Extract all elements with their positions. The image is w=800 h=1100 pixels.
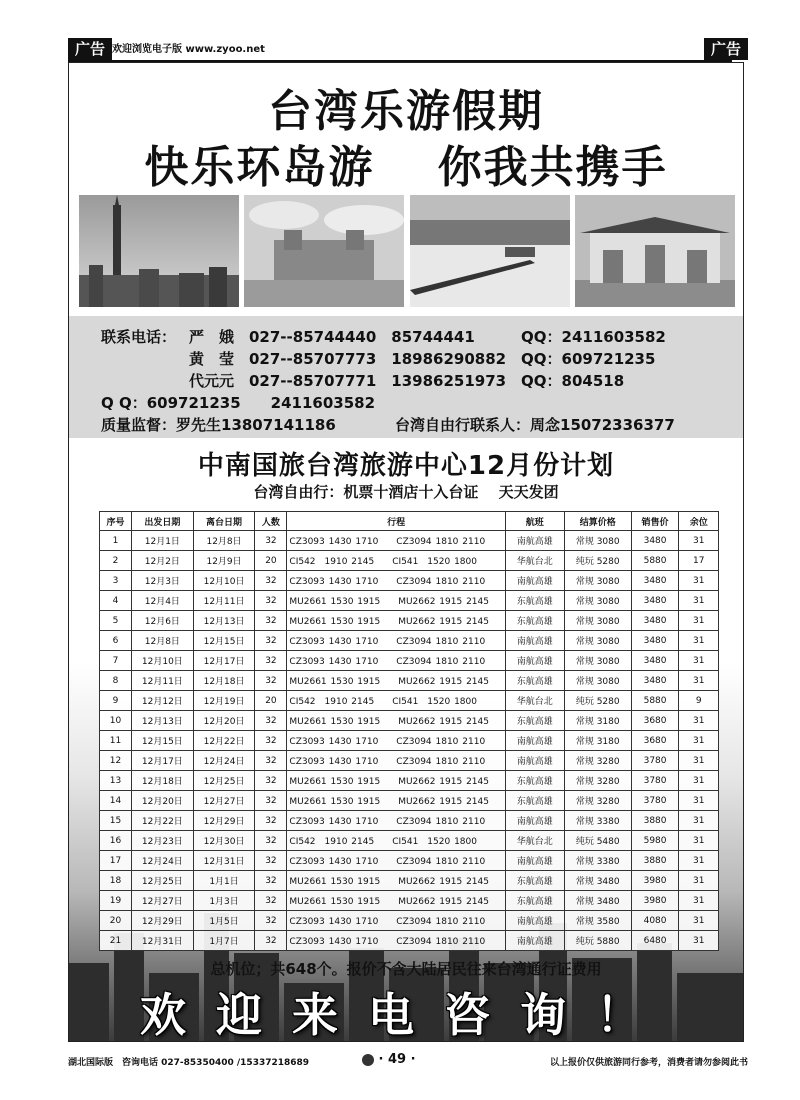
- table-cell: CZ3093 1430 1710 CZ3094 1810 2110: [287, 811, 505, 831]
- table-cell: 32: [255, 771, 287, 791]
- table-cell: 南航高雄: [505, 751, 564, 771]
- table-cell: 12月19日: [193, 691, 255, 711]
- table-cell: 21: [100, 931, 132, 951]
- table-cell: MU2661 1530 1915 MU2662 1915 2145: [287, 871, 505, 891]
- table-cell: 31: [679, 631, 719, 651]
- table-cell: 12月25日: [131, 871, 193, 891]
- table-row: [100, 871, 719, 891]
- table-cell: 3: [100, 571, 132, 591]
- table-cell: 12月13日: [131, 711, 193, 731]
- column-header: 序号: [100, 512, 132, 531]
- table-cell: 南航高雄: [505, 651, 564, 671]
- table-cell: 5880: [631, 551, 679, 571]
- table-cell: 常规 3080: [564, 591, 631, 611]
- table-cell: 31: [679, 611, 719, 631]
- ad-label-left: 广告: [68, 38, 112, 60]
- table-cell: 12月4日: [131, 591, 193, 611]
- table-cell: 6480: [631, 931, 679, 951]
- table-cell: 32: [255, 631, 287, 651]
- table-cell: 12: [100, 751, 132, 771]
- table-cell: 1月1日: [193, 871, 255, 891]
- table-cell: 12月27日: [131, 891, 193, 911]
- table-row: [100, 711, 719, 731]
- table-cell: CZ3093 1430 1710 CZ3094 1810 2110: [287, 751, 505, 771]
- table-row: [100, 691, 719, 711]
- table-row: [100, 571, 719, 591]
- seats-note: 总机位；共648个。报价不含大陆居民往来台湾通行证费用: [210, 960, 602, 978]
- table-cell: 常规 3080: [564, 631, 631, 651]
- table-cell: 31: [679, 871, 719, 891]
- table-cell: 常规 3080: [564, 651, 631, 671]
- table-cell: MU2661 1530 1915 MU2662 1915 2145: [287, 771, 505, 791]
- table-cell: 常规 3080: [564, 531, 631, 551]
- table-row: [100, 851, 719, 871]
- table-cell: 32: [255, 931, 287, 951]
- column-header: 人数: [255, 512, 287, 531]
- table-cell: 31: [679, 911, 719, 931]
- table-cell: 12月3日: [131, 571, 193, 591]
- table-cell: MU2661 1530 1915 MU2662 1915 2145: [287, 611, 505, 631]
- table-cell: CI542 1910 2145 CI541 1520 1800: [287, 831, 505, 851]
- table-cell: 11: [100, 731, 132, 751]
- table-cell: 3480: [631, 571, 679, 591]
- table-cell: 12月11日: [193, 591, 255, 611]
- table-row: [100, 911, 719, 931]
- photo-taipei-101: [79, 195, 239, 307]
- table-cell: 1月5日: [193, 911, 255, 931]
- table-row: [100, 591, 719, 611]
- photo-memorial-gate: [575, 195, 735, 307]
- table-cell: 纯玩 5880: [564, 931, 631, 951]
- table-cell: 12月27日: [193, 791, 255, 811]
- table-cell: 12月31日: [193, 851, 255, 871]
- table-cell: CZ3093 1430 1710 CZ3094 1810 2110: [287, 851, 505, 871]
- table-cell: 3680: [631, 731, 679, 751]
- table-cell: 12月12日: [131, 691, 193, 711]
- table-row: [100, 771, 719, 791]
- table-cell: CZ3093 1430 1710 CZ3094 1810 2110: [287, 571, 505, 591]
- table-cell: 12月17日: [193, 651, 255, 671]
- table-cell: 16: [100, 831, 132, 851]
- table-cell: 纯玩 5480: [564, 831, 631, 851]
- table-cell: 3780: [631, 751, 679, 771]
- table-cell: 12月30日: [193, 831, 255, 851]
- table-cell: 32: [255, 731, 287, 751]
- table-cell: 2: [100, 551, 132, 571]
- table-cell: 常规 3380: [564, 851, 631, 871]
- table-cell: 南航高雄: [505, 631, 564, 651]
- table-cell: 12月13日: [193, 611, 255, 631]
- table-cell: 3480: [631, 611, 679, 631]
- column-header: 航班: [505, 512, 564, 531]
- table-cell: 4080: [631, 911, 679, 931]
- column-header: 行程: [287, 512, 505, 531]
- plan-title: 中南国旅台湾旅游中心12月份计划: [197, 451, 615, 481]
- table-cell: 3480: [631, 631, 679, 651]
- table-cell: 6: [100, 631, 132, 651]
- table-cell: 常规 3380: [564, 811, 631, 831]
- table-cell: 常规 3180: [564, 731, 631, 751]
- table-cell: 3680: [631, 711, 679, 731]
- photo-fort-building: [244, 195, 404, 307]
- table-cell: 12月11日: [131, 671, 193, 691]
- table-cell: 4: [100, 591, 132, 611]
- table-cell: 31: [679, 671, 719, 691]
- footer-right: 以上报价仅供旅游同行参考，消费者请勿参阅此书: [549, 1058, 748, 1068]
- column-header: 离台日期: [193, 512, 255, 531]
- table-cell: 31: [679, 791, 719, 811]
- table-cell: 18: [100, 871, 132, 891]
- photo-harbor: [410, 195, 570, 307]
- footer-left: 湖北国际版 咨询电话 027-85350400 /15337218689: [68, 1058, 310, 1068]
- column-header: 结算价格: [564, 512, 631, 531]
- table-cell: 12月23日: [131, 831, 193, 851]
- contact-label: 联系电话：: [101, 328, 177, 346]
- table-cell: 12月22日: [193, 731, 255, 751]
- table-cell: 1月7日: [193, 931, 255, 951]
- table-cell: 32: [255, 711, 287, 731]
- table-cell: 32: [255, 571, 287, 591]
- table-cell: 3480: [631, 591, 679, 611]
- table-cell: 常规 3280: [564, 791, 631, 811]
- contact-qq-2: QQ：609721235: [521, 350, 656, 368]
- table-row: [100, 551, 719, 571]
- table-cell: MU2661 1530 1915 MU2662 1915 2145: [287, 671, 505, 691]
- table-cell: 12月2日: [131, 551, 193, 571]
- table-cell: 15: [100, 811, 132, 831]
- table-cell: 东航高雄: [505, 591, 564, 611]
- table-cell: 常规 3580: [564, 911, 631, 931]
- table-cell: 17: [679, 551, 719, 571]
- table-cell: 8: [100, 671, 132, 691]
- table-cell: 31: [679, 751, 719, 771]
- table-cell: 12月8日: [193, 531, 255, 551]
- table-cell: 华航台北: [505, 551, 564, 571]
- main-title-line2: 快乐环岛游 你我共携手: [144, 142, 668, 193]
- contact-qq-general: Q Q：609721235 2411603582: [101, 394, 376, 412]
- table-cell: 32: [255, 611, 287, 631]
- table-cell: 9: [100, 691, 132, 711]
- table-cell: 32: [255, 531, 287, 551]
- table-cell: CZ3093 1430 1710 CZ3094 1810 2110: [287, 651, 505, 671]
- table-cell: 20: [255, 691, 287, 711]
- table-cell: 12月20日: [193, 711, 255, 731]
- page-number: 49: [388, 1052, 407, 1067]
- table-cell: 东航高雄: [505, 711, 564, 731]
- table-row: [100, 631, 719, 651]
- table-cell: 3780: [631, 791, 679, 811]
- table-row: [100, 811, 719, 831]
- table-cell: CZ3093 1430 1710 CZ3094 1810 2110: [287, 531, 505, 551]
- table-cell: 12月22日: [131, 811, 193, 831]
- table-cell: 12月25日: [193, 771, 255, 791]
- contact-name-2: 黄 莹: [189, 350, 235, 368]
- table-cell: 32: [255, 811, 287, 831]
- contact-phone-2: 027--85707773 18986290882: [249, 350, 507, 368]
- table-cell: 南航高雄: [505, 531, 564, 551]
- table-cell: 常规 3280: [564, 751, 631, 771]
- table-cell: 32: [255, 831, 287, 851]
- table-cell: 华航台北: [505, 691, 564, 711]
- table-cell: 3880: [631, 851, 679, 871]
- table-cell: 17: [100, 851, 132, 871]
- table-cell: 12月29日: [193, 811, 255, 831]
- table-cell: 3780: [631, 771, 679, 791]
- photo-strip: [79, 195, 735, 307]
- plan-subtitle: 台湾自由行：机票十酒店十入台证 天天发团: [253, 483, 559, 501]
- table-cell: 3480: [631, 651, 679, 671]
- main-title-line1: 台湾乐游假期: [268, 86, 544, 137]
- table-cell: 南航高雄: [505, 571, 564, 591]
- table-row: [100, 891, 719, 911]
- table-cell: 南航高雄: [505, 931, 564, 951]
- column-header: 出发日期: [131, 512, 193, 531]
- table-cell: 12月9日: [193, 551, 255, 571]
- table-cell: 12月24日: [131, 851, 193, 871]
- table-cell: 常规 3080: [564, 671, 631, 691]
- table-cell: 纯玩 5280: [564, 691, 631, 711]
- table-cell: 12月10日: [131, 651, 193, 671]
- table-cell: 12月17日: [131, 751, 193, 771]
- column-header: 余位: [679, 512, 719, 531]
- table-cell: 19: [100, 891, 132, 911]
- page-number-block: · 49 ·: [362, 1052, 416, 1067]
- table-cell: 7: [100, 651, 132, 671]
- table-cell: 32: [255, 851, 287, 871]
- table-cell: 31: [679, 711, 719, 731]
- ad-frame: [68, 62, 744, 1042]
- table-cell: CI542 1910 2145 CI541 1520 1800: [287, 551, 505, 571]
- table-cell: 南航高雄: [505, 911, 564, 931]
- table-cell: 南航高雄: [505, 811, 564, 831]
- table-cell: 3880: [631, 811, 679, 831]
- table-cell: 31: [679, 811, 719, 831]
- table-cell: 31: [679, 771, 719, 791]
- table-cell: 常规 3080: [564, 571, 631, 591]
- table-cell: 5: [100, 611, 132, 631]
- table-cell: CZ3093 1430 1710 CZ3094 1810 2110: [287, 911, 505, 931]
- table-cell: 东航高雄: [505, 611, 564, 631]
- table-cell: 5880: [631, 691, 679, 711]
- contact-phone-1: 027--85744440 85744441: [249, 328, 475, 346]
- table-cell: 31: [679, 731, 719, 751]
- table-cell: CZ3093 1430 1710 CZ3094 1810 2110: [287, 931, 505, 951]
- table-cell: 12月29日: [131, 911, 193, 931]
- table-cell: 12月8日: [131, 631, 193, 651]
- table-cell: 南航高雄: [505, 851, 564, 871]
- logo-icon: [362, 1054, 374, 1066]
- table-cell: 32: [255, 891, 287, 911]
- welcome-banner: 欢迎来电咨询！: [140, 988, 672, 1042]
- table-cell: 12月24日: [193, 751, 255, 771]
- table-cell: CI542 1910 2145 CI541 1520 1800: [287, 691, 505, 711]
- table-cell: 常规 3180: [564, 711, 631, 731]
- table-cell: CZ3093 1430 1710 CZ3094 1810 2110: [287, 731, 505, 751]
- table-cell: MU2661 1530 1915 MU2662 1915 2145: [287, 891, 505, 911]
- table-cell: 1: [100, 531, 132, 551]
- table-row: [100, 671, 719, 691]
- column-header: 销售价: [631, 512, 679, 531]
- table-cell: 32: [255, 791, 287, 811]
- table-cell: 5980: [631, 831, 679, 851]
- table-body: [100, 531, 719, 951]
- table-cell: 14: [100, 791, 132, 811]
- table-cell: 常规 3480: [564, 891, 631, 911]
- table-cell: 12月15日: [131, 731, 193, 751]
- table-cell: 31: [679, 531, 719, 551]
- table-cell: 31: [679, 891, 719, 911]
- table-cell: 10: [100, 711, 132, 731]
- table-cell: 20: [100, 911, 132, 931]
- table-cell: 常规 3080: [564, 611, 631, 631]
- table-cell: 31: [679, 931, 719, 951]
- table-header-row: [100, 512, 719, 531]
- ad-label-right: 广告: [704, 38, 748, 60]
- contact-panel: [69, 316, 744, 438]
- table-cell: 3480: [631, 671, 679, 691]
- table-cell: 纯玩 5280: [564, 551, 631, 571]
- table-row: [100, 931, 719, 951]
- contact-qq-3: QQ：804518: [521, 372, 625, 390]
- table-cell: 31: [679, 591, 719, 611]
- table-cell: 东航高雄: [505, 871, 564, 891]
- table-cell: 31: [679, 651, 719, 671]
- contact-qq-1: QQ：2411603582: [521, 328, 666, 346]
- table-cell: 12月20日: [131, 791, 193, 811]
- table-cell: 12月10日: [193, 571, 255, 591]
- table-cell: CZ3093 1430 1710 CZ3094 1810 2110: [287, 631, 505, 651]
- table-cell: 20: [255, 551, 287, 571]
- contact-phone-3: 027--85707771 13986251973: [249, 372, 507, 390]
- table-cell: 32: [255, 671, 287, 691]
- table-row: [100, 751, 719, 771]
- taiwan-contact: 台湾自由行联系人：周念15072336377: [395, 416, 675, 434]
- table-cell: 31: [679, 831, 719, 851]
- schedule-table: [99, 511, 719, 951]
- table-cell: 32: [255, 751, 287, 771]
- table-row: [100, 831, 719, 851]
- table-cell: 南航高雄: [505, 731, 564, 751]
- table-cell: 华航台北: [505, 831, 564, 851]
- table-cell: 32: [255, 871, 287, 891]
- table-cell: 12月15日: [193, 631, 255, 651]
- table-cell: 东航高雄: [505, 671, 564, 691]
- table-cell: 12月18日: [131, 771, 193, 791]
- table-cell: 12月18日: [193, 671, 255, 691]
- table-cell: MU2661 1530 1915 MU2662 1915 2145: [287, 711, 505, 731]
- table-cell: 31: [679, 851, 719, 871]
- table-cell: 12月6日: [131, 611, 193, 631]
- table-row: [100, 531, 719, 551]
- table-cell: 常规 3480: [564, 871, 631, 891]
- table-cell: 31: [679, 571, 719, 591]
- table-cell: MU2661 1530 1915 MU2662 1915 2145: [287, 591, 505, 611]
- contact-name-1: 严 娥: [189, 328, 235, 346]
- table-row: [100, 791, 719, 811]
- table-cell: 32: [255, 651, 287, 671]
- table-row: [100, 611, 719, 631]
- site-welcome: 欢迎浏览电子版 www.zyoo.net: [112, 44, 265, 55]
- table-cell: 3980: [631, 871, 679, 891]
- contact-name-3: 代元元: [189, 372, 235, 390]
- table-cell: 东航高雄: [505, 791, 564, 811]
- table-cell: 3480: [631, 531, 679, 551]
- table-cell: 常规 3280: [564, 771, 631, 791]
- table-cell: 9: [679, 691, 719, 711]
- table-cell: 32: [255, 911, 287, 931]
- table-cell: 3980: [631, 891, 679, 911]
- quality-supervision: 质量监督：罗先生13807141186: [101, 416, 336, 434]
- table-cell: 32: [255, 591, 287, 611]
- table-row: [100, 731, 719, 751]
- table-cell: 1月3日: [193, 891, 255, 911]
- table-cell: 12月31日: [131, 931, 193, 951]
- table-row: [100, 651, 719, 671]
- table-cell: 12月1日: [131, 531, 193, 551]
- table-cell: 东航高雄: [505, 771, 564, 791]
- table-cell: MU2661 1530 1915 MU2662 1915 2145: [287, 791, 505, 811]
- table-cell: 13: [100, 771, 132, 791]
- table-cell: 东航高雄: [505, 891, 564, 911]
